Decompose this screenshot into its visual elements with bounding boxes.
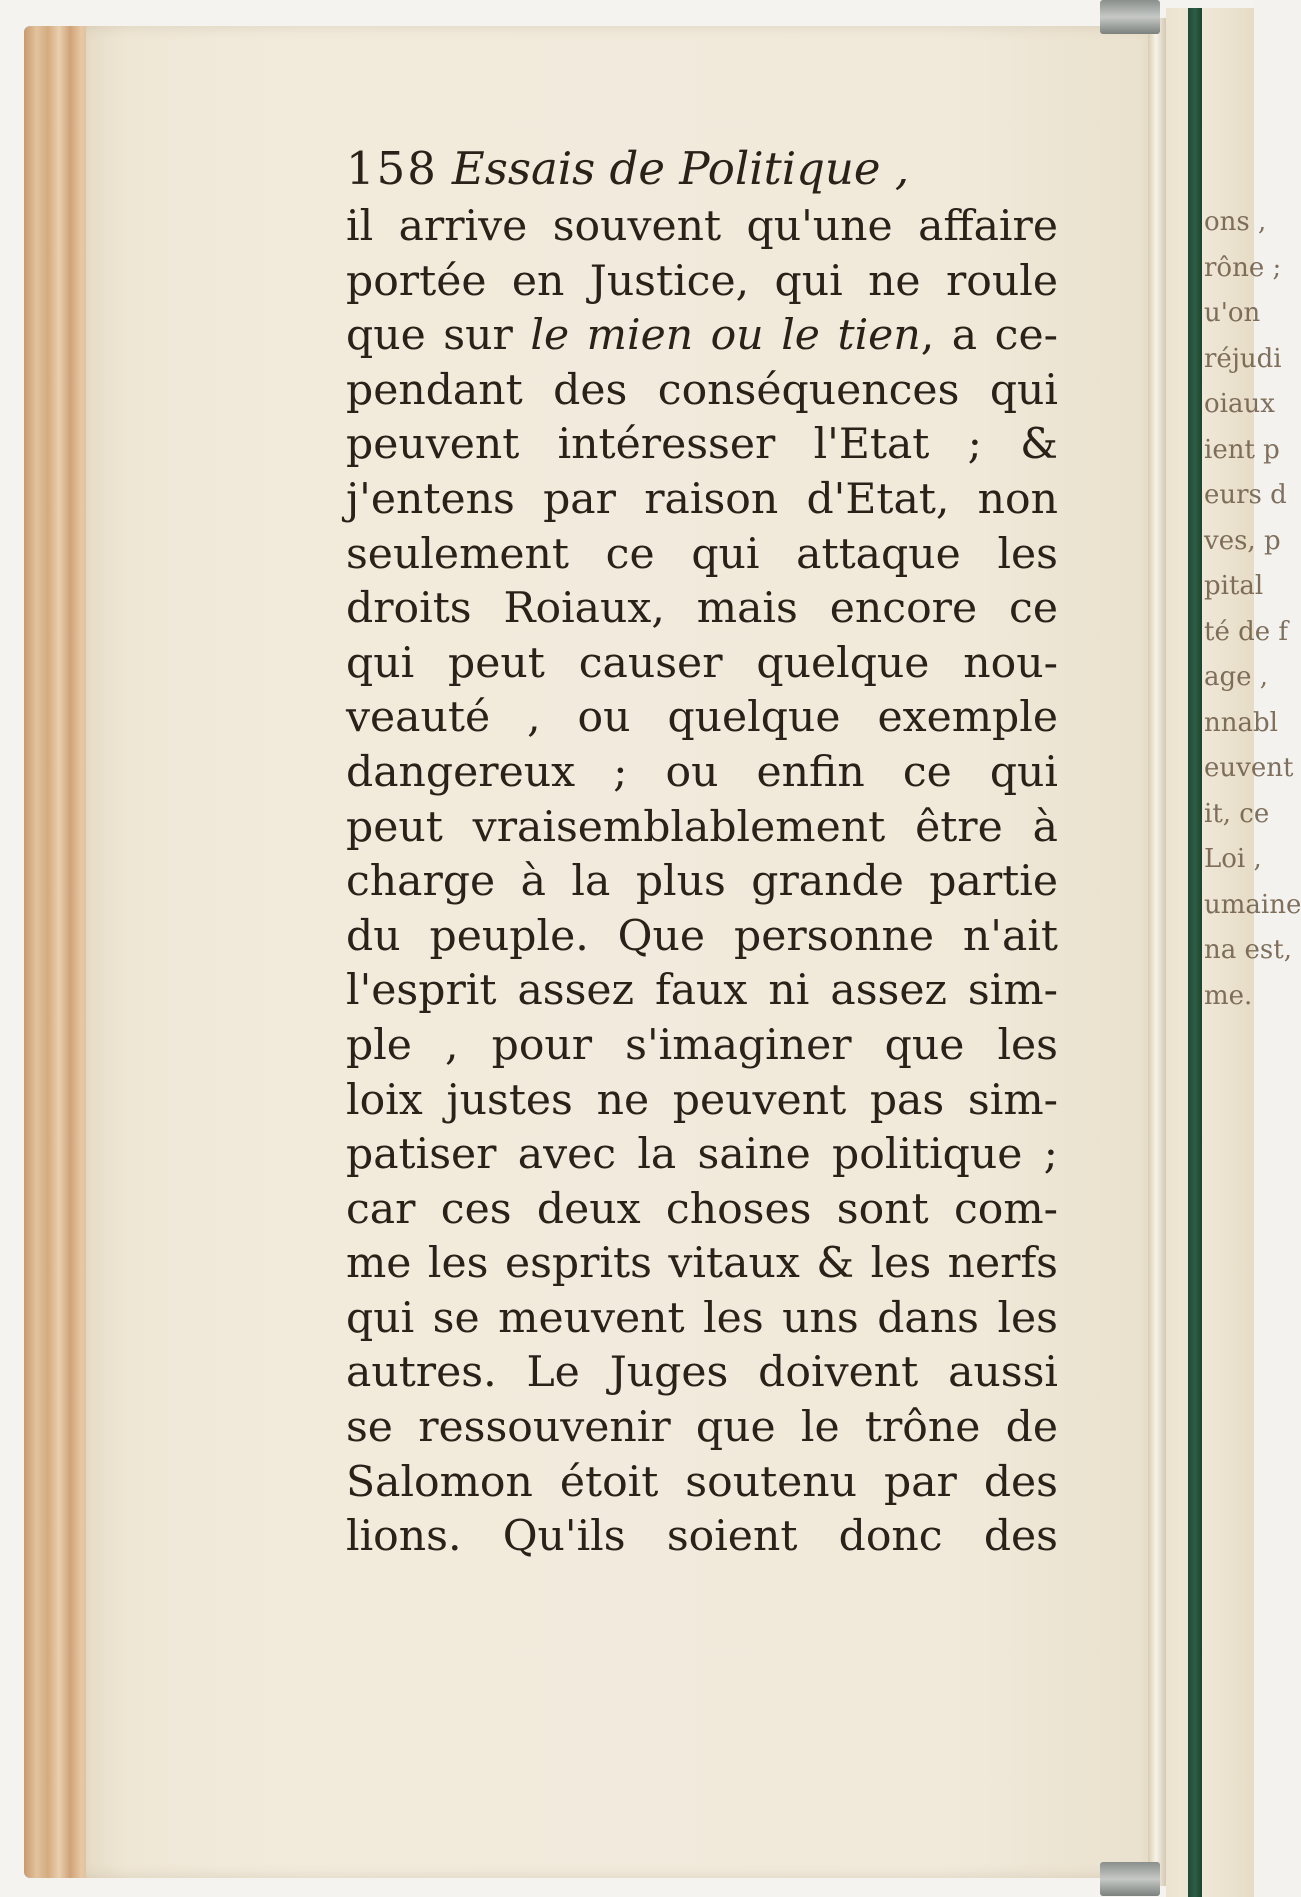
facing-line: me. [1204,980,1253,1011]
facing-line: ons , [1204,207,1267,237]
facing-page-text [1204,200,1301,1019]
facing-line: age , [1204,662,1269,692]
text-line: lions. Qu'ils soient donc des [346,1512,1058,1562]
text-line: peut vraisemblablement être à [346,802,1058,852]
facing-line: ves, p [1204,525,1281,556]
clasp-top-icon [1100,0,1160,34]
text-line-mixed [346,309,1058,364]
facing-line: rône ; [1204,252,1282,283]
text-line: Salomon étoit soutenu par des [346,1457,1058,1507]
facing-line: ient p [1204,434,1280,465]
text-line: ple , pour s'imaginer que les [346,1020,1058,1070]
facing-line: oiaux [1204,389,1275,419]
text-line: dangereux ; ou enfin ce qui [346,747,1058,797]
facing-line: na est, [1204,935,1292,965]
facing-line: it, ce [1204,798,1270,829]
text-line: veauté , ou quelque exemple [346,693,1058,743]
running-title: Essais de Politique , [451,142,910,195]
text-line: peuvent intéresser l'Etat ; & [346,420,1058,470]
book-fore-edge [24,26,94,1878]
book-gutter [1148,18,1168,1886]
text-line: pendant des conséquences qui [346,365,1058,415]
text-line: qui se meuvent les uns dans les [346,1293,1058,1343]
text-line: me les esprits vitaux & les nerfs [346,1239,1058,1289]
text-line: autres. Le Juges doivent aussi [346,1348,1058,1398]
facing-line: pital [1204,571,1264,601]
page-body [346,138,1058,1565]
text-line: j'entens par raison d'Etat, non [346,474,1058,524]
running-header [346,138,1058,200]
italic-phrase: le mien ou le tien [530,311,921,361]
binding-ribbon [1188,8,1202,1897]
text-fragment: que sur [346,311,531,361]
text-line: du peuple. Que personne n'ait [346,911,1058,961]
text-line: loix justes ne peuvent pas sim- [346,1075,1058,1125]
text-line: qui peut causer quelque nou- [346,638,1058,688]
text-line: l'esprit assez faux ni assez sim- [346,966,1058,1016]
facing-line: nnabl [1204,707,1278,738]
text-line: charge à la plus grande partie [346,857,1058,907]
page-number: 158 [346,142,438,195]
text-line: il arrive souvent qu'une affaire [346,202,1058,251]
text-line: patiser avec la saine politique ; [346,1130,1058,1180]
facing-line: umaine [1204,889,1301,920]
facing-line: eurs d [1204,480,1287,510]
text-line: car ces deux choses sont com- [346,1184,1058,1234]
clasp-bottom-icon [1100,1862,1160,1896]
facing-line: té de f [1204,616,1289,647]
facing-line: réjudi [1204,343,1282,374]
facing-line: u'on [1204,298,1261,328]
text-line: seulement ce qui attaque les [346,529,1058,579]
text-line: se ressouvenir que le trône de [346,1403,1058,1453]
text-line: droits Roiaux, mais encore ce [346,584,1058,634]
facing-line: euvent [1204,753,1294,783]
text-line: portée en Justice, qui ne roule [346,256,1058,306]
text-fragment: , a ce- [920,311,1058,361]
facing-line: Loi , [1204,844,1262,874]
